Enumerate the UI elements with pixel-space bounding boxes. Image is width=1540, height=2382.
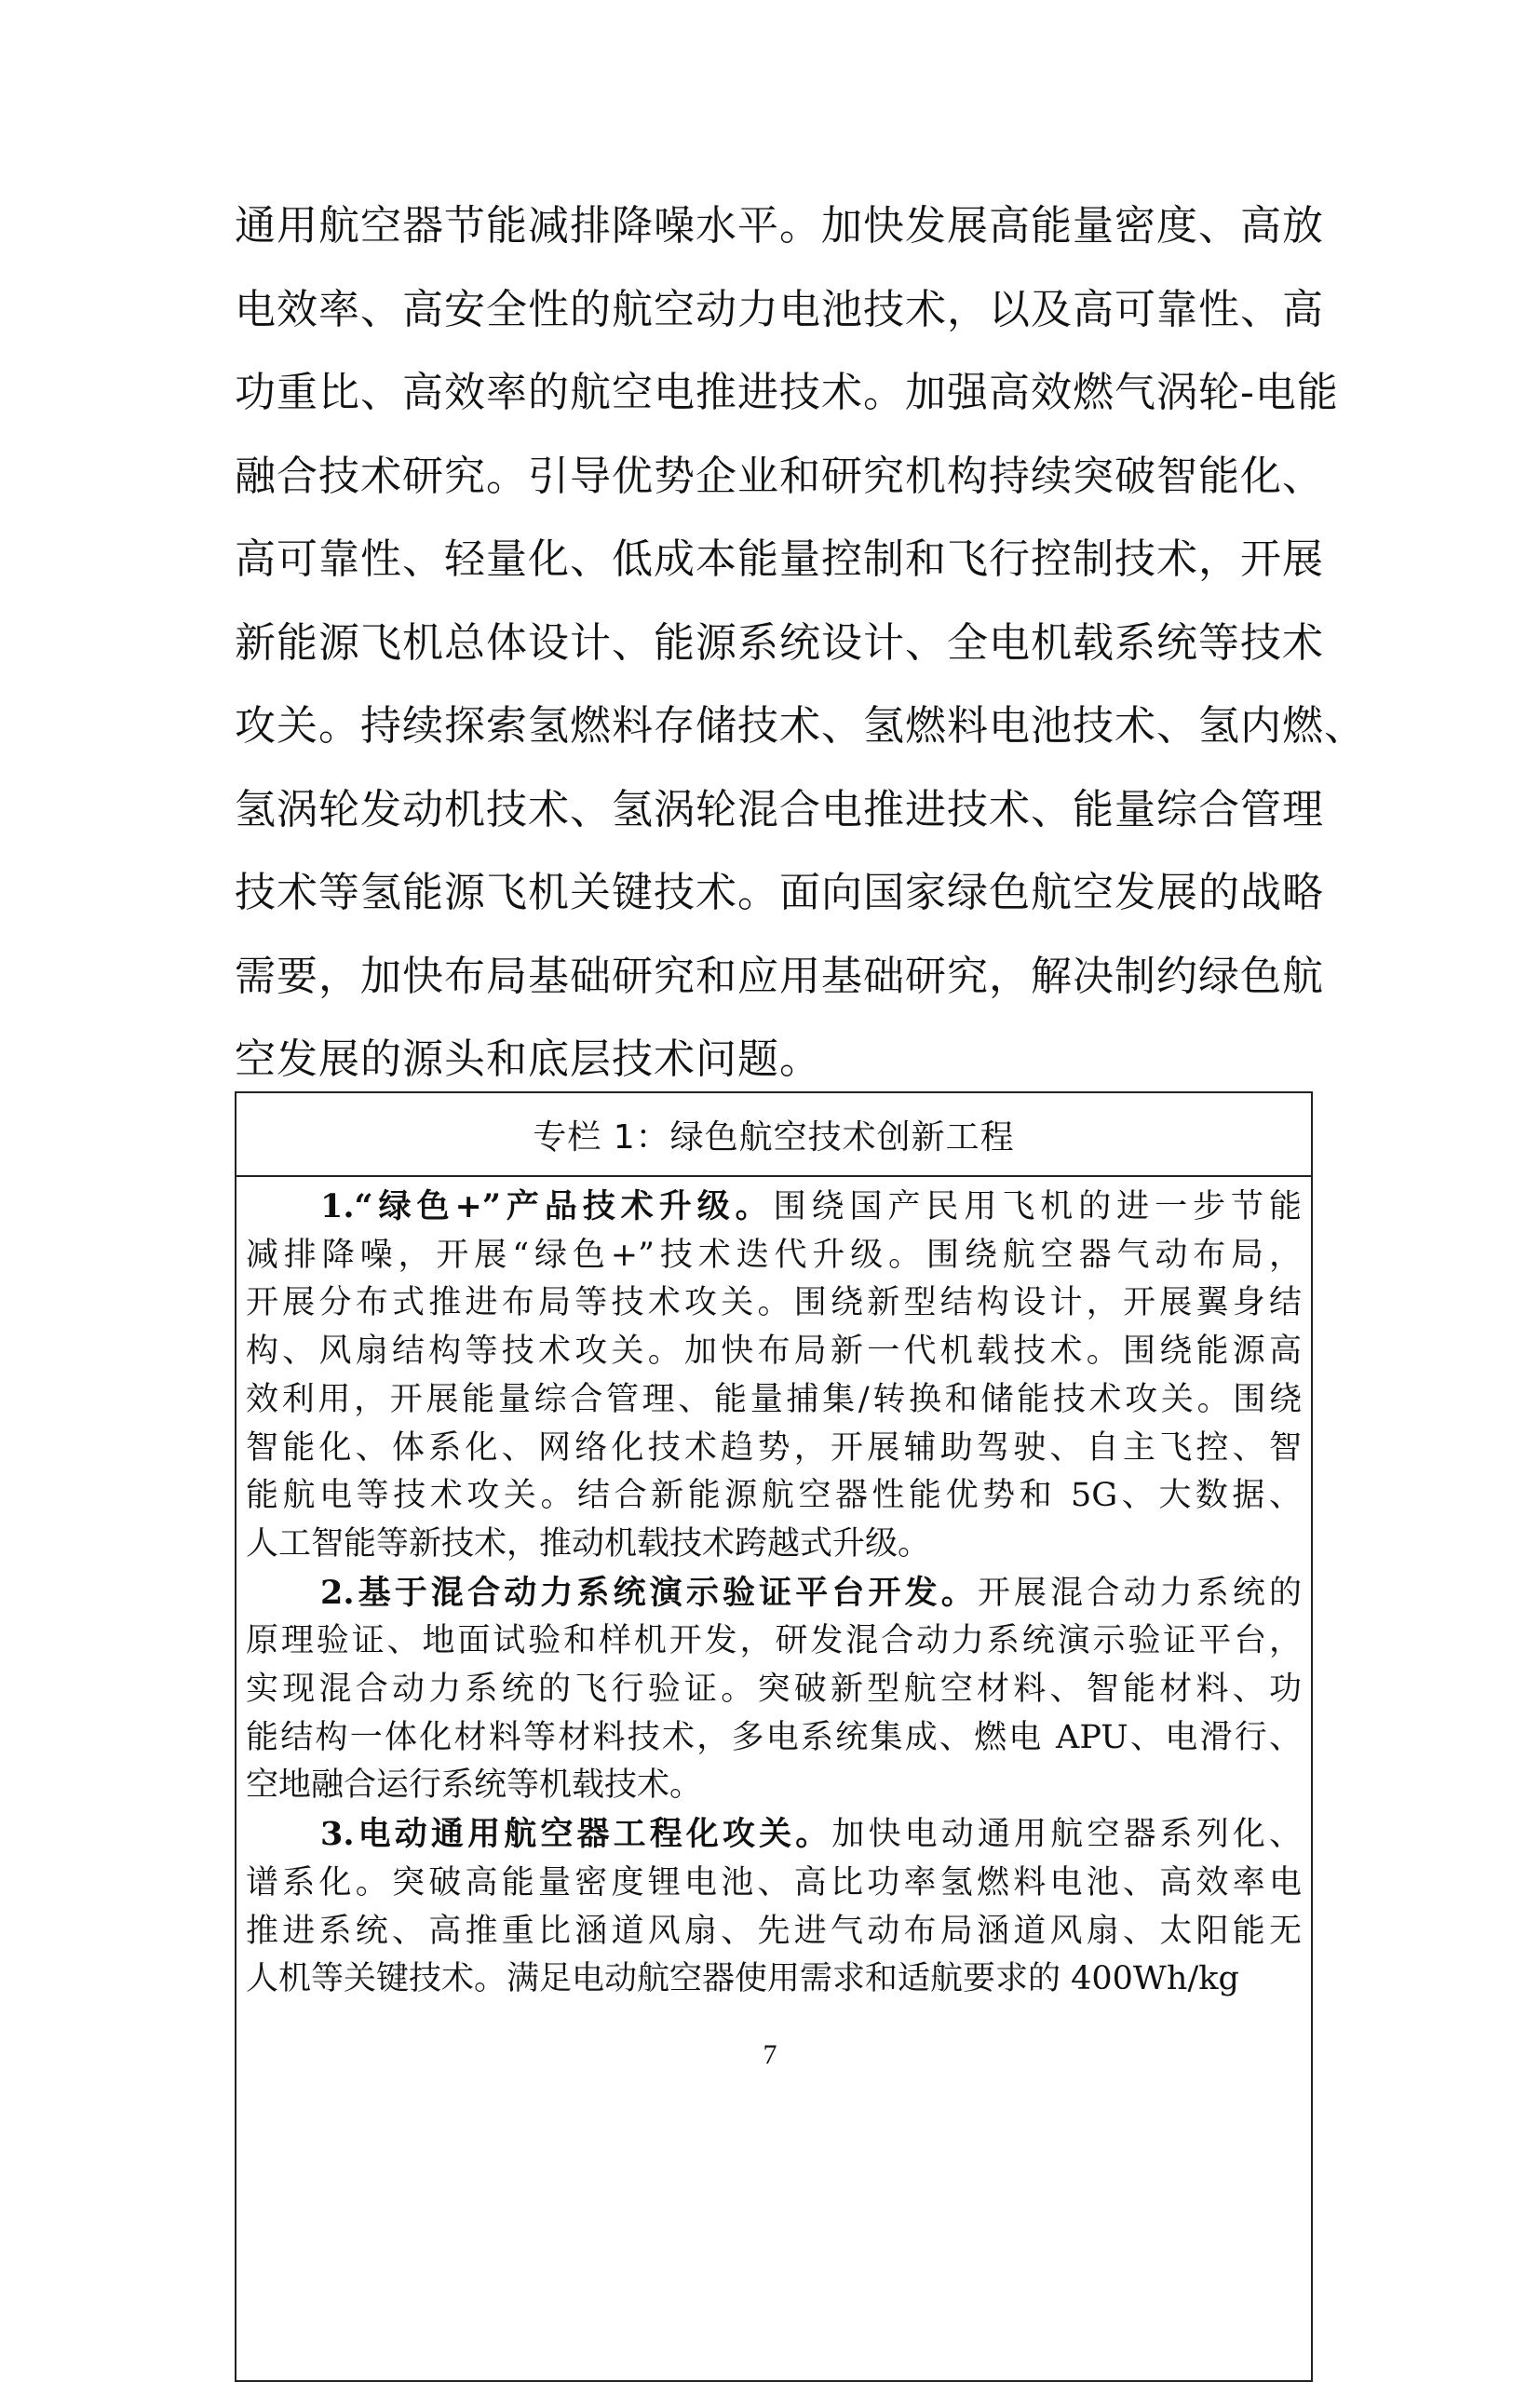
item-1-line: 智能化、体系化、网络化技术趋势，开展辅助驾驶、自主飞控、智: [246, 1428, 1302, 1467]
item-1-line: 减排降噪，开展“绿色+”技术迭代升级。围绕航空器气动布局，: [246, 1236, 1302, 1274]
item-2-first-line: [246, 1569, 1302, 1618]
item-1-heading: 1.“绿色+”产品技术升级。: [320, 1187, 774, 1225]
body-line: 新能源飞机总体设计、能源系统设计、全电机载系统等技术: [235, 618, 1324, 667]
item-1-line: 能航电等技术攻关。结合新能源航空器性能优势和 5G、大数据、: [246, 1477, 1302, 1515]
body-line: 电效率、高安全性的航空动力电池技术，以及高可靠性、高: [235, 285, 1324, 333]
body-paragraph: [235, 184, 1366, 1102]
page-number: 7: [763, 2039, 777, 2070]
item-1-line: 构、风扇结构等技术攻关。加快布局新一代机载技术。围绕能源高: [246, 1333, 1302, 1371]
item-3-heading: 3.电动通用航空器工程化攻关。: [320, 1815, 832, 1854]
item-1-line: 开展分布式推进布局等技术攻关。围绕新型结构设计，开展翼身结: [246, 1284, 1302, 1322]
body-line: 通用航空器节能减排降噪水平。加快发展高能量密度、高放: [235, 202, 1324, 250]
column-box-title: 专栏 1：绿色航空技术创新工程: [236, 1093, 1311, 1177]
item-2-line: 空地融合运行系统等机载技术。: [246, 1766, 703, 1805]
item-2-line: 原理验证、地面试验和样机开发，研发混合动力系统演示验证平台，: [246, 1622, 1302, 1660]
item-3-line: 谱系化。突破高能量密度锂电池、高比功率氢燃料电池、高效率电: [246, 1863, 1302, 1902]
body-line: 功重比、高效率的航空电推进技术。加强高效燃气涡轮-电能: [235, 369, 1339, 416]
body-line: 技术等氢能源飞机关键技术。面向国家绿色航空发展的战略: [235, 869, 1324, 916]
column-box: [235, 1091, 1313, 2382]
item-3-first-line: [246, 1810, 1302, 1860]
item-1-first-line-text: 围绕国产民用飞机的进一步节能: [773, 1188, 1302, 1225]
item-3-first-line-text: 加快电动通用航空器系列化、: [831, 1816, 1302, 1854]
item-2-first-line-text: 开展混合动力系统的: [977, 1574, 1302, 1612]
item-1-line: 效利用，开展能量综合管理、能量捕集/转换和储能技术攻关。围绕: [246, 1380, 1302, 1418]
item-3-line: 人机等关键技术。满足电动航空器使用需求和适航要求的 400Wh/kg: [246, 1960, 1239, 1998]
item-2-line: 能结构一体化材料等材料技术，多电系统集成、燃电 APU、电滑行、: [246, 1718, 1302, 1756]
item-1-first-line: [246, 1183, 1302, 1232]
body-line: 融合技术研究。引导优势企业和研究机构持续突破智能化、: [235, 452, 1324, 500]
item-2-heading: 2.基于混合动力系统演示验证平台开发。: [320, 1573, 978, 1612]
column-box-body: [236, 1177, 1311, 2004]
item-2-line: 实现混合动力系统的飞行验证。突破新型航空材料、智能材料、功: [246, 1671, 1302, 1709]
body-line: 高可靠性、轻量化、低成本能量控制和飞行控制技术，开展: [235, 535, 1324, 583]
body-line: 氢涡轮发动机技术、氢涡轮混合电推进技术、能量综合管理: [235, 785, 1324, 833]
body-line: 空发展的源头和底层技术问题。: [235, 1035, 821, 1083]
body-line: 需要，加快布局基础研究和应用基础研究，解决制约绿色航: [235, 952, 1324, 1000]
item-1-line: 人工智能等新技术，推动机载技术跨越式升级。: [246, 1524, 931, 1563]
body-line: 攻关。持续探索氢燃料存储技术、氢燃料电池技术、氢内燃、: [235, 702, 1366, 750]
item-3-line: 推进系统、高推重比涵道风扇、先进气动布局涵道风扇、太阳能无: [246, 1912, 1302, 1950]
